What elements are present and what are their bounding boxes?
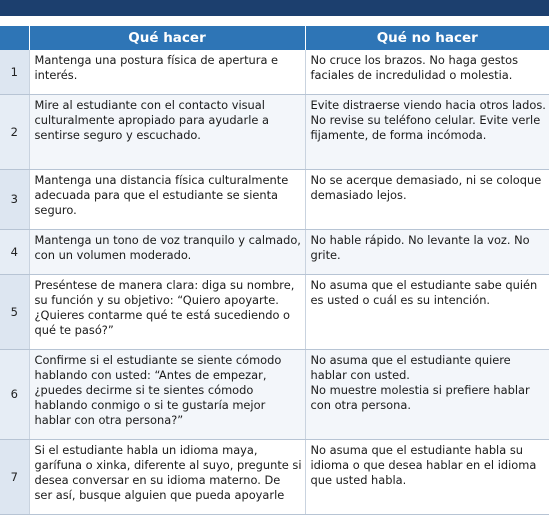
dont-line: No muestre molestia si prefiere hablar con otra persona.	[310, 383, 530, 412]
table-row	[0, 350, 549, 440]
row-number: 6	[0, 350, 29, 440]
dont-cell: No asuma que el estudiante sabe quién es usted o cuál es su intención.	[305, 275, 549, 350]
dont-cell: No cruce los brazos. No haga gestos faciales de incredulidad o molestia.	[305, 50, 549, 95]
dont-cell: Evite distraerse viendo hacia otros lados. No revise su teléfono celular. Evite verle fijamente, de forma incómoda.	[305, 95, 549, 170]
table-row	[0, 440, 549, 515]
table-header-row	[0, 26, 549, 50]
row-number: 4	[0, 230, 29, 275]
do-cell: Mantenga una postura física de apertura e interés.	[29, 50, 305, 95]
row-number: 2	[0, 95, 29, 170]
top-banner	[0, 0, 549, 16]
table-row	[0, 275, 549, 350]
do-cell: Mire al estudiante con el contacto visual culturalmente apropiado para ayudarle a sentirse seguro y escuchado.	[29, 95, 305, 170]
do-cell: Preséntese de manera clara: diga su nombre, su función y su objetivo: “Quiero apoyarte. ¿Quieres contarme qué te está sucediendo o qué te pasó?”	[29, 275, 305, 350]
table-row	[0, 170, 549, 230]
row-number: 1	[0, 50, 29, 95]
top-spacer	[0, 16, 549, 26]
dont-cell	[305, 350, 549, 440]
table-row	[0, 95, 549, 170]
guidance-table	[0, 26, 549, 515]
dont-cell: No se acerque demasiado, ni se coloque demasiado lejos.	[305, 170, 549, 230]
row-number: 3	[0, 170, 29, 230]
row-number: 7	[0, 440, 29, 515]
dont-line: No asuma que el estudiante quiere hablar con usted.	[310, 353, 511, 382]
dont-cell: No hable rápido. No levante la voz. No grite.	[305, 230, 549, 275]
do-cell: Mantenga una distancia física culturalmente adecuada para que el estudiante se sienta seguro.	[29, 170, 305, 230]
header-number	[0, 26, 29, 50]
table-row	[0, 50, 549, 95]
dont-cell: No asuma que el estudiante habla su idioma o que desea hablar en el idioma que usted habla.	[305, 440, 549, 515]
do-cell: Si el estudiante habla un idioma maya, garífuna o xinka, diferente al suyo, pregunte si desea conversar en su idioma materno. De ser así, busque alguien que pueda apoyarle	[29, 440, 305, 515]
do-cell: Mantenga un tono de voz tranquilo y calmado, con un volumen moderado.	[29, 230, 305, 275]
header-what-not-to-do: Qué no hacer	[305, 26, 549, 50]
do-cell: Confirme si el estudiante se siente cómodo hablando con usted: “Antes de empezar, ¿puedes decirme si te sientes cómodo hablando conmigo o si te gustaría mejor hablar con otra persona?”	[29, 350, 305, 440]
row-number: 5	[0, 275, 29, 350]
table-row	[0, 230, 549, 275]
header-what-to-do: Qué hacer	[29, 26, 305, 50]
